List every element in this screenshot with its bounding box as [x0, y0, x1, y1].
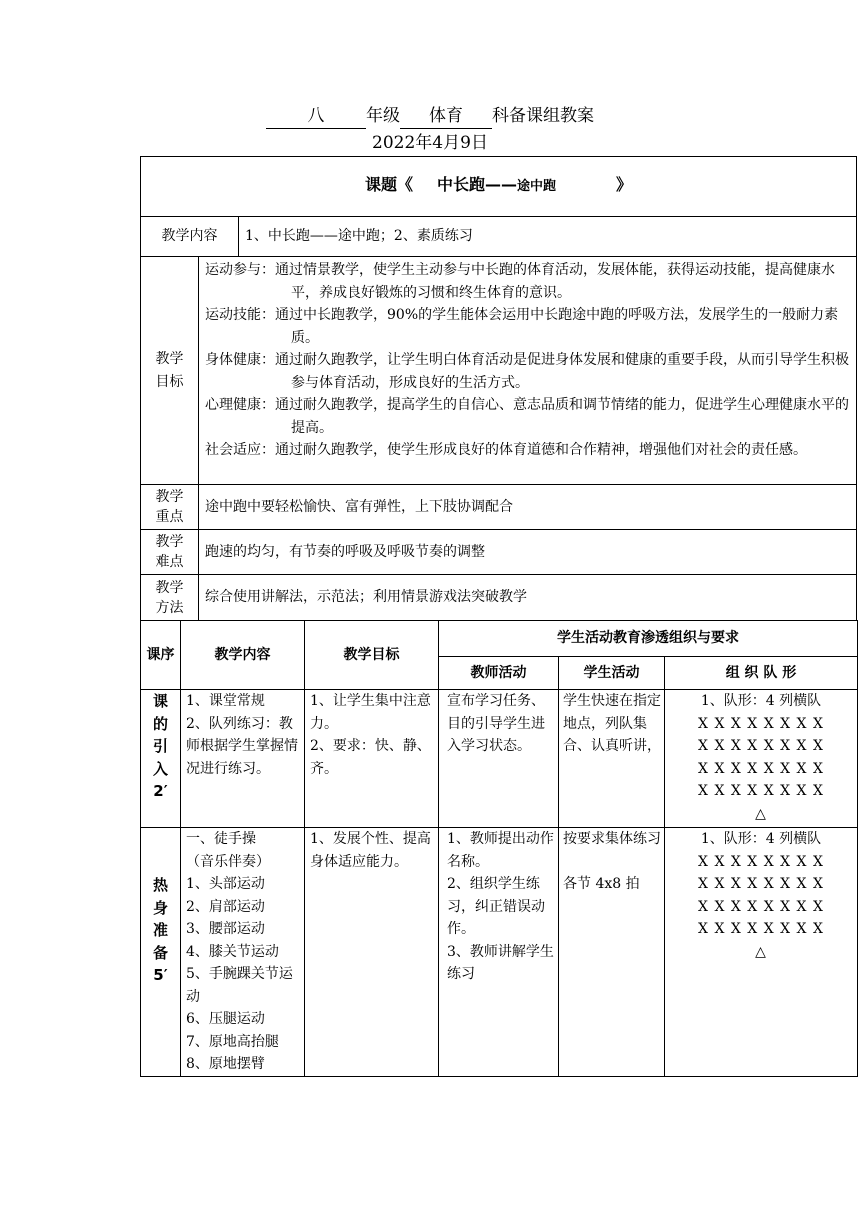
row-formation: 1、队形：4 列横队 X X X X X X X X X X X X X X X X X X X X X X X X X X X X X X X X △ [665, 828, 858, 1077]
key-point-value: 途中跑中要轻松愉快、富有弹性，上下肢协调配合 [199, 485, 857, 530]
row-content: 一、徒手操 （音乐伴奏） 1、头部运动 2、肩部运动 3、腰部运动 4、膝关节运动 5、手腕踝关节运动 6、压腿运动 7、原地高抬腿 8、原地摆臂 [181, 828, 305, 1077]
lesson-info-table [140, 156, 857, 621]
content-value: 1、中长跑——途中跑；2、素质练习 [239, 217, 857, 257]
table-row [141, 690, 858, 828]
row-goal: 1、发展个性、提高身体适应能力。 [305, 828, 439, 1077]
header-content: 教学内容 [181, 621, 305, 690]
row-student: 按要求集体练习 各节 4x8 拍 [559, 828, 665, 1077]
row-order: 课的引入2′ [141, 690, 181, 828]
method-label: 教学 方法 [141, 575, 199, 621]
header-student: 学生活动 [559, 657, 665, 690]
difficulty-value: 跑速的均匀，有节奏的呼吸及呼吸节奏的调整 [199, 530, 857, 575]
key-point-label: 教学 重点 [141, 485, 199, 530]
row-teacher: 宣布学习任务、目的引导学生进入学习状态。 [439, 690, 559, 828]
content-label: 教学内容 [141, 217, 239, 257]
header-goal: 教学目标 [305, 621, 439, 690]
objective-item: 身体健康：通过耐久跑教学，让学生明白体育活动是促进身体发展和健康的重要手段，从而引导学生积极参与体育活动，形成良好的生活方式。 [205, 352, 849, 391]
teacher-position-icon: △ [755, 943, 767, 960]
objectives-list [199, 257, 857, 485]
grade-suffix: 年级 [366, 106, 400, 126]
document-title [0, 104, 860, 129]
row-order: 热身准备5′ [141, 828, 181, 1077]
objective-item: 运动技能：通过中长跑教学，90%的学生能体会运用中长跑途中跑的呼吸方法，发展学生的一般耐力素质。 [205, 307, 839, 346]
lesson-topic: 课题《 中长跑——途中跑 》 [141, 157, 857, 217]
header-formation: 组 织 队 形 [665, 657, 858, 690]
header-activities: 学生活动教育渗透组织与要求 [439, 621, 858, 657]
row-student: 学生快速在指定地点，列队集合、认真听讲， [559, 690, 665, 828]
document-date: 2022年4月9日 [372, 133, 488, 153]
method-value: 综合使用讲解法，示范法；利用情景游戏法突破教学 [199, 575, 857, 621]
row-content: 1、课堂常规 2、队列练习：教师根据学生掌握情况进行练习。 [181, 690, 305, 828]
objective-item: 心理健康：通过耐久跑教学，提高学生的自信心、意志品质和调节情绪的能力，促进学生心理健康水平的提高。 [205, 397, 849, 436]
objective-item: 社会适应：通过耐久跑教学，使学生形成良好的体育道德和合作精神，增强他们对社会的责任感。 [205, 442, 807, 458]
objective-item: 运动参与：通过情景教学，使学生主动参与中长跑的体育活动，发展体能，获得运动技能，提高健康水平，养成良好锻炼的习惯和终生体育的意识。 [205, 262, 835, 301]
subject-value: 体育 [400, 104, 492, 129]
row-teacher: 1、教师提出动作名称。 2、组织学生练习，纠正错误动作。 3、教师讲解学生练习 [439, 828, 559, 1077]
row-formation: 1、队形：4 列横队 X X X X X X X X X X X X X X X X X X X X X X X X X X X X X X X X △ [665, 690, 858, 828]
teacher-position-icon: △ [755, 805, 767, 822]
objectives-label: 教学 目标 [141, 257, 199, 485]
grade-value: 八 [266, 104, 366, 129]
lesson-plan-table [140, 620, 858, 1077]
row-goal: 1、让学生集中注意力。 2、要求：快、静、齐。 [305, 690, 439, 828]
table-row [141, 828, 858, 1077]
header-teacher: 教师活动 [439, 657, 559, 690]
difficulty-label: 教学 难点 [141, 530, 199, 575]
header-order: 课序 [141, 621, 181, 690]
subject-suffix: 科备课组教案 [492, 106, 594, 126]
